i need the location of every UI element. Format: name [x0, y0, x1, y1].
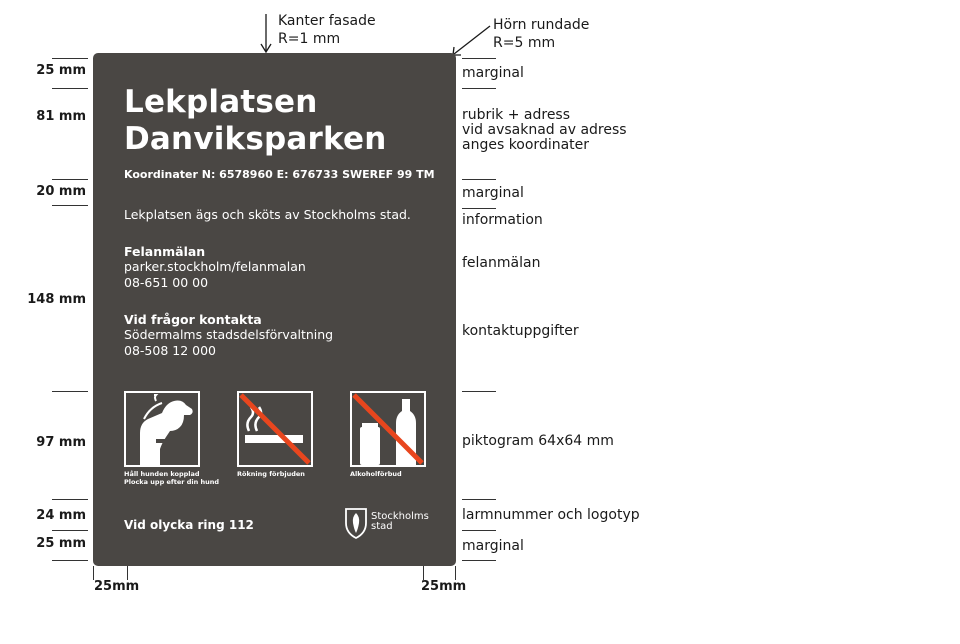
rule-line — [462, 499, 496, 500]
dog-leash-icon — [124, 391, 200, 467]
rule-line — [462, 208, 496, 209]
dog-caption-line2: Plocka upp efter din hund — [124, 478, 220, 486]
rule-line — [462, 58, 496, 59]
label-heading-line3: anges koordinater — [462, 137, 590, 153]
dim-left-margin: 25mm — [94, 579, 140, 594]
tick-line — [423, 566, 424, 580]
edge-note — [278, 12, 376, 48]
report-heading: Felanmälan — [124, 244, 206, 259]
corner-note — [493, 16, 589, 52]
corner-note-line1: Hörn rundade — [493, 17, 590, 33]
dim-line — [52, 58, 88, 59]
label-heading-line1: rubrik + adress — [462, 107, 571, 123]
dim-line — [52, 179, 88, 180]
rule-line — [462, 88, 496, 89]
dim-mid-margin: 20 mm — [36, 184, 86, 199]
contact-phone: 08-508 12 000 — [124, 343, 216, 358]
dog-caption — [124, 470, 219, 486]
report-web: parker.stockholm/felanmalan — [124, 259, 306, 274]
no-smoking-icon — [237, 391, 313, 467]
tick-line — [93, 566, 94, 580]
edge-note-line1: Kanter fasade — [278, 13, 376, 29]
sign-coordinates: Koordinater N: 6578960 E: 676733 SWEREF 99 TM — [124, 168, 435, 181]
stockholm-crest-icon — [344, 507, 368, 539]
dim-line — [52, 391, 88, 392]
logo-line1: Stockholms — [371, 511, 429, 522]
dim-line — [52, 560, 88, 561]
tick-line — [127, 566, 128, 580]
dog-caption-line1: Håll hunden kopplad — [124, 470, 200, 478]
rule-line — [462, 560, 496, 561]
emergency-number: Vid olycka ring 112 — [124, 518, 254, 532]
edge-note-line2: R=1 mm — [278, 31, 341, 47]
rule-line — [462, 179, 496, 180]
logo-line2: stad — [371, 521, 393, 532]
dim-line — [52, 88, 88, 89]
dim-line — [52, 205, 88, 206]
label-information: information — [462, 212, 543, 228]
no-alcohol-icon — [350, 391, 426, 467]
sign-title-line2: Danviksparken — [124, 121, 387, 157]
report-block — [124, 244, 306, 291]
label-heading-line2: vid avsaknad av adress — [462, 122, 627, 138]
label-marginal-mid: marginal — [462, 185, 524, 201]
rule-line — [462, 530, 496, 531]
edge-arrow — [258, 14, 274, 54]
sign-title-line1: Lekplatsen — [124, 84, 318, 120]
dim-heading: 81 mm — [36, 109, 86, 124]
label-heading — [462, 108, 627, 153]
contact-block — [124, 312, 333, 359]
label-contact: kontaktuppgifter — [462, 323, 579, 339]
label-pictograms: piktogram 64x64 mm — [462, 433, 614, 449]
sign-title — [124, 84, 387, 158]
contact-heading: Vid frågor kontakta — [124, 312, 262, 327]
dim-information: 148 mm — [27, 292, 86, 307]
no-smoking-caption: Rökning förbjuden — [237, 470, 305, 478]
label-marginal-bottom: marginal — [462, 538, 524, 554]
corner-note-line2: R=5 mm — [493, 35, 556, 51]
dim-right-margin: 25mm — [421, 579, 467, 594]
label-report: felanmälan — [462, 255, 541, 271]
dim-top-margin: 25 mm — [36, 63, 86, 78]
report-phone: 08-651 00 00 — [124, 275, 209, 290]
dim-line — [52, 530, 88, 531]
tick-line — [455, 566, 456, 580]
dim-pictograms: 97 mm — [36, 435, 86, 450]
label-marginal-top: marginal — [462, 65, 524, 81]
dim-line — [52, 499, 88, 500]
contact-org: Södermalms stadsdelsförvaltning — [124, 327, 334, 342]
dim-emergency: 24 mm — [36, 508, 86, 523]
sign-information: Lekplatsen ägs och sköts av Stockholms stad. — [124, 207, 411, 222]
label-emergency-logo: larmnummer och logotyp — [462, 507, 640, 523]
rule-line — [462, 391, 496, 392]
logo-text — [371, 512, 429, 532]
no-alcohol-caption: Alkoholförbud — [350, 470, 402, 478]
dim-bottom-margin: 25 mm — [36, 536, 86, 551]
